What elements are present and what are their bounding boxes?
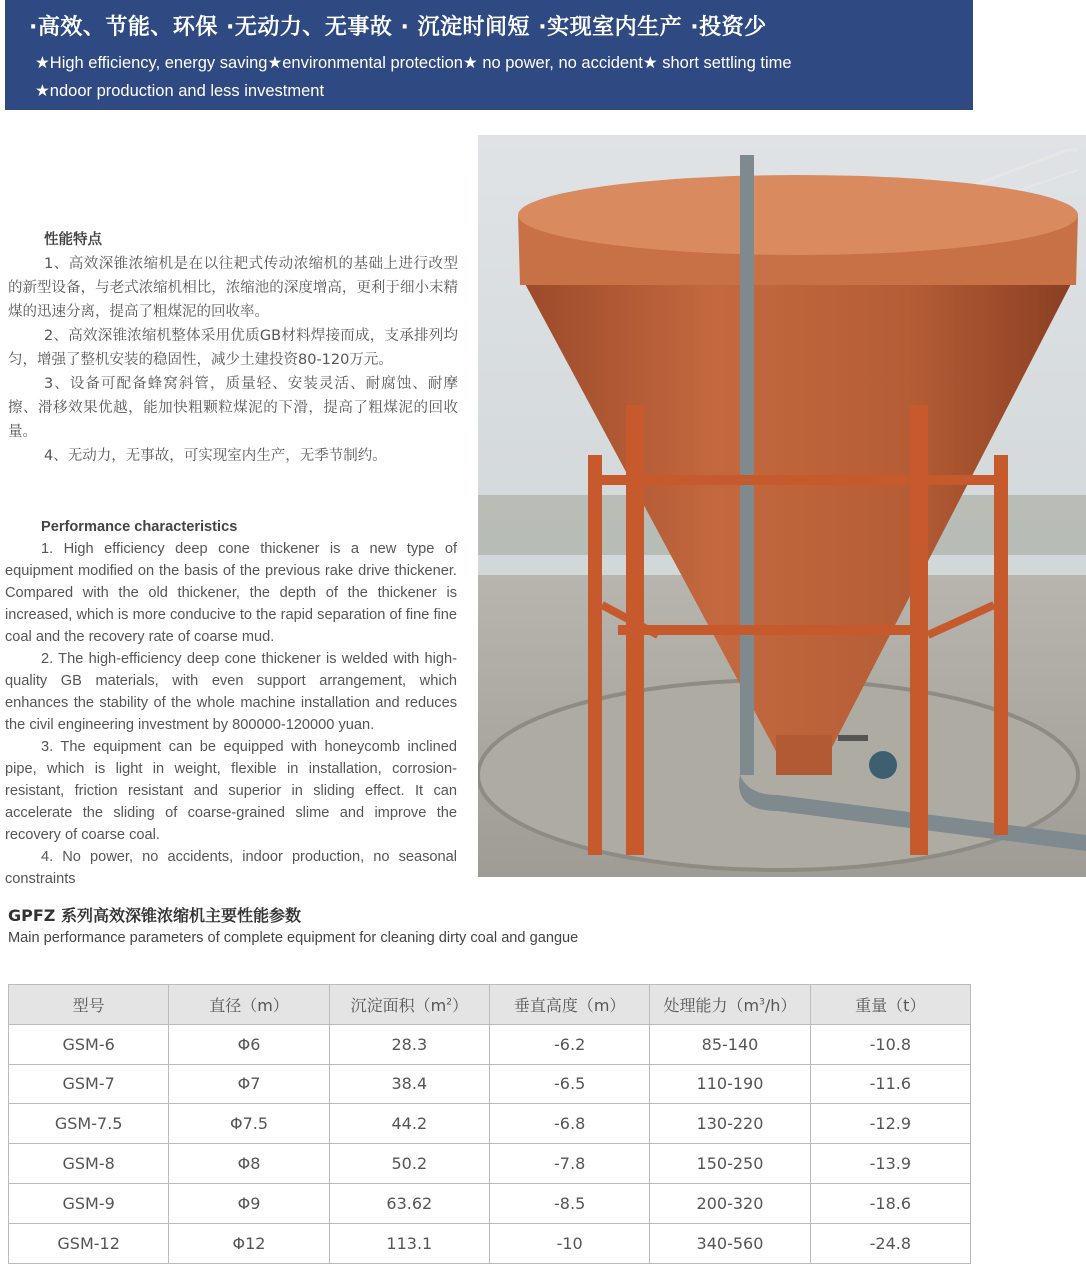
- cell-height: -10: [489, 1223, 649, 1263]
- cell-diameter: Φ7.5: [169, 1104, 329, 1144]
- table-row: [9, 1104, 971, 1144]
- banner-english-line-2: ★ndoor production and less investment: [35, 82, 325, 100]
- cell-capacity: 150-250: [650, 1144, 810, 1184]
- cell-model: GSM-9: [9, 1183, 169, 1223]
- cell-diameter: Φ9: [169, 1183, 329, 1223]
- cell-weight: -10.8: [810, 1024, 970, 1064]
- features-english: [5, 516, 457, 890]
- features-en-paragraph-4: 4. No power, no accidents, indoor production, no seasonal constraints: [5, 849, 457, 887]
- features-en-heading: Performance characteristics: [41, 519, 238, 535]
- cell-height: -6.5: [489, 1064, 649, 1104]
- table-subtitle: Main performance parameters of complete equipment for cleaning dirty coal and gangue: [8, 930, 579, 946]
- table-row: [9, 1183, 971, 1223]
- cell-weight: -12.9: [810, 1104, 970, 1144]
- deep-cone-thickener-image: [478, 135, 1086, 877]
- cell-weight: -18.6: [810, 1183, 970, 1223]
- features-cn-heading: 性能特点: [44, 232, 102, 248]
- cell-area: 28.3: [329, 1024, 489, 1064]
- parameters-table: [8, 984, 971, 1264]
- features-cn-paragraph-1: 1、高效深锥浓缩机是在以往耙式传动浓缩机的基础上进行改型的新型设备，与老式浓缩机相比，浓缩池的深度增高，更利于细小末精煤的迅速分离，提高了粗煤泥的回收率。: [8, 256, 458, 320]
- banner-english-line-1: ★High efficiency, energy saving★environmental protection★ no power, no accident★ short settling time: [35, 54, 792, 72]
- table-row: [9, 1024, 971, 1064]
- features-en-paragraph-2: 2. The high-efficiency deep cone thickener is welded with high-quality GB materials, with even support arrangement, which enhances the stability of the whole machine installation and reduces the civil engineering investment by 800000-120000 yuan.: [5, 651, 457, 733]
- cell-area: 113.1: [329, 1223, 489, 1263]
- cell-model: GSM-7.5: [9, 1104, 169, 1144]
- banner-english: [35, 49, 935, 105]
- cell-model: GSM-8: [9, 1144, 169, 1184]
- cell-height: -7.8: [489, 1144, 649, 1184]
- table-title: GPFZ 系列高效深锥浓缩机主要性能参数: [8, 906, 301, 925]
- cell-capacity: 200-320: [650, 1183, 810, 1223]
- cell-capacity: 340-560: [650, 1223, 810, 1263]
- cell-diameter: Φ8: [169, 1144, 329, 1184]
- table-row: [9, 1144, 971, 1184]
- features-cn-paragraph-3: 3、设备可配备蜂窝斜管，质量轻、安装灵活、耐腐蚀、耐摩擦、滑移效果优越，能加快粗颗粒煤泥的下滑，提高了粗煤泥的回收量。: [8, 376, 458, 440]
- table-header-row: [9, 985, 971, 1025]
- cell-weight: -24.8: [810, 1223, 970, 1263]
- cell-capacity: 85-140: [650, 1024, 810, 1064]
- features-cn-paragraph-4: 4、无动力，无事故，可实现室内生产，无季节制约。: [44, 448, 387, 464]
- cell-weight: -11.6: [810, 1064, 970, 1104]
- cell-height: -6.8: [489, 1104, 649, 1144]
- cell-diameter: Φ6: [169, 1024, 329, 1064]
- header-diameter: 直径（m）: [169, 985, 329, 1025]
- cell-area: 38.4: [329, 1064, 489, 1104]
- product-photo: [478, 135, 1086, 877]
- features-en-paragraph-3: 3. The equipment can be equipped with honeycomb inclined pipe, which is light in weight, flexible in installation, corrosion-resistant, friction resistant and superior in sliding effect. It can accelerate the sliding of coarse-grained slime and improve the recovery of coarse coal.: [5, 739, 457, 843]
- cell-height: -8.5: [489, 1183, 649, 1223]
- cell-capacity: 130-220: [650, 1104, 810, 1144]
- header-model: 型号: [9, 985, 169, 1025]
- cell-model: GSM-6: [9, 1024, 169, 1064]
- cell-height: -6.2: [489, 1024, 649, 1064]
- header-weight: 重量（t）: [810, 985, 970, 1025]
- features-chinese: [8, 228, 458, 468]
- cell-area: 44.2: [329, 1104, 489, 1144]
- cell-model: GSM-7: [9, 1064, 169, 1104]
- header-height: 垂直高度（m）: [489, 985, 649, 1025]
- cell-area: 63.62: [329, 1183, 489, 1223]
- cell-diameter: Φ12: [169, 1223, 329, 1263]
- cell-weight: -13.9: [810, 1144, 970, 1184]
- features-cn-paragraph-2: 2、高效深锥浓缩机整体采用优质GB材料焊接而成，支承排列均匀，增强了整机安装的稳固性，减少土建投资80-120万元。: [8, 328, 458, 368]
- cell-model: GSM-12: [9, 1223, 169, 1263]
- header-banner: [5, 0, 973, 110]
- cell-diameter: Φ7: [169, 1064, 329, 1104]
- table-row: [9, 1223, 971, 1263]
- banner-slogan: ·高效、节能、环保 ·无动力、无事故 · 沉淀时间短 ·实现室内生产 ·投资少: [29, 15, 767, 40]
- cell-area: 50.2: [329, 1144, 489, 1184]
- cell-capacity: 110-190: [650, 1064, 810, 1104]
- header-capacity: 处理能力$(m^3/h)$: [650, 985, 810, 1025]
- header-area: 沉淀面积$(m^2)$: [329, 985, 489, 1025]
- table-row: [9, 1064, 971, 1104]
- features-en-paragraph-1: 1. High efficiency deep cone thickener is a new type of equipment modified on the basis of the previous rake drive thickener. Compared with the old thickener, the depth of the thickener is increased, which is more conducive to the rapid separation of fine fine coal and the recovery rate of coarse mud.: [5, 541, 457, 645]
